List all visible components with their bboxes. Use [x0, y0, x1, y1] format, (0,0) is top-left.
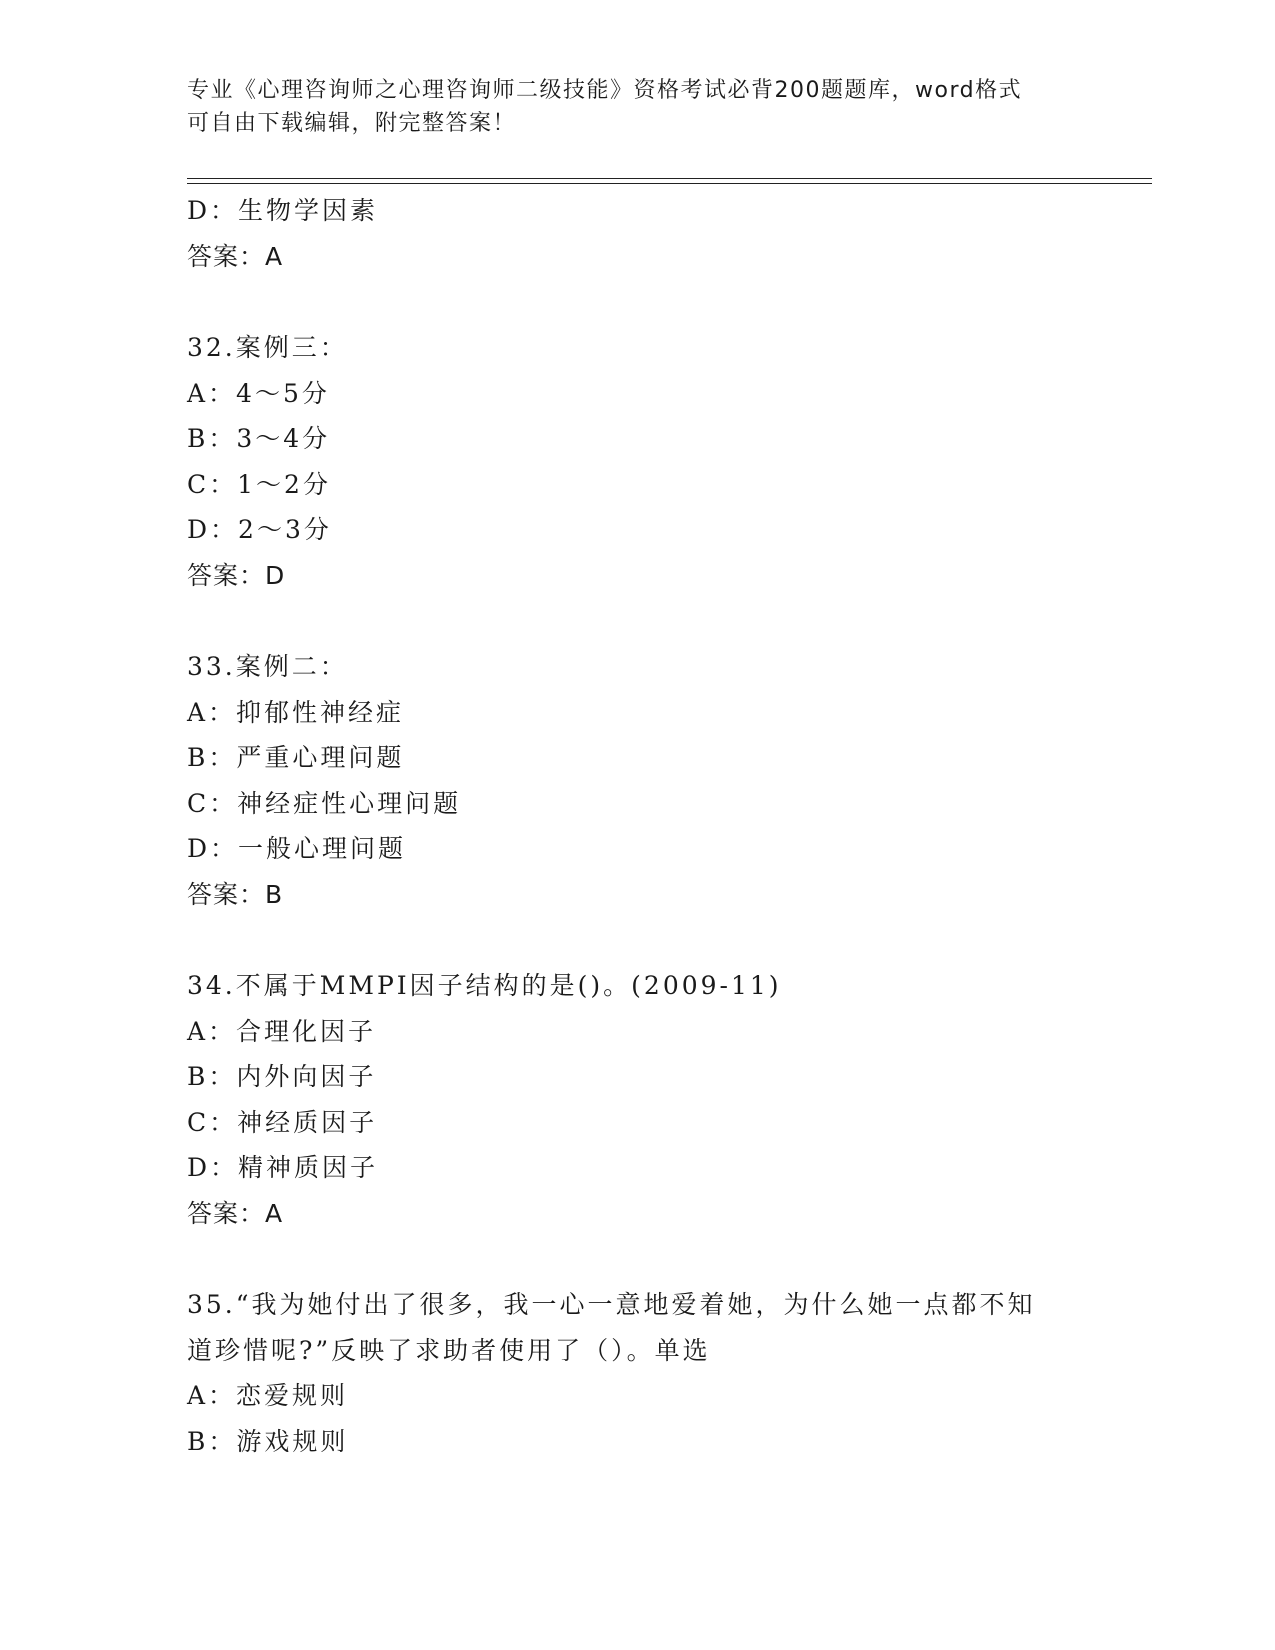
header-line-1: 专业《心理咨询师之心理咨询师二级技能》资格考试必背200题题库，word格式	[187, 78, 1023, 103]
answer: 答案：D	[187, 560, 286, 590]
option-b: B：严重心理问题	[187, 743, 405, 772]
option-b: B：3～4分	[187, 424, 331, 453]
option-a: A：4～5分	[187, 378, 330, 408]
option-b: B：游戏规则	[187, 1426, 349, 1456]
option-b: B：内外向因子	[187, 1062, 377, 1091]
option-d: D：2～3分	[187, 515, 332, 544]
header-line-2: 可自由下载编辑，附完整答案！	[187, 111, 517, 136]
question-33-stem: 33.案例二：	[187, 652, 348, 681]
answer: 答案：A	[187, 1198, 284, 1228]
option-a: A：抑郁性神经症	[187, 697, 405, 727]
answer: 答案：B	[187, 879, 284, 909]
question-list	[187, 188, 1087, 1464]
option-d: D：生物学因素	[187, 196, 379, 225]
header-divider-top	[187, 178, 1152, 179]
option-a: A：合理化因子	[187, 1016, 377, 1046]
option-c: C：神经质因子	[187, 1107, 378, 1137]
question-35-stem-line-1: 35.“我为她付出了很多，我一心一意地爱着她，为什么她一点都不知	[187, 1290, 1036, 1319]
header-divider-bottom	[187, 183, 1152, 184]
option-d: D：精神质因子	[187, 1153, 379, 1182]
answer: 答案：A	[187, 241, 284, 271]
option-d: D：一般心理问题	[187, 834, 407, 863]
option-c: C：1～2分	[187, 469, 331, 499]
question-35-stem-line-2: 道珍惜呢?”反映了求助者使用了（）。单选	[187, 1335, 711, 1365]
document-header	[187, 74, 1087, 140]
question-32-stem: 32.案例三：	[187, 333, 348, 362]
question-34-stem: 34.不属于MMPI因子结构的是()。(2009-11)	[187, 971, 782, 1000]
option-a: A：恋爱规则	[187, 1381, 349, 1410]
option-c: C：神经症性心理问题	[187, 788, 462, 818]
